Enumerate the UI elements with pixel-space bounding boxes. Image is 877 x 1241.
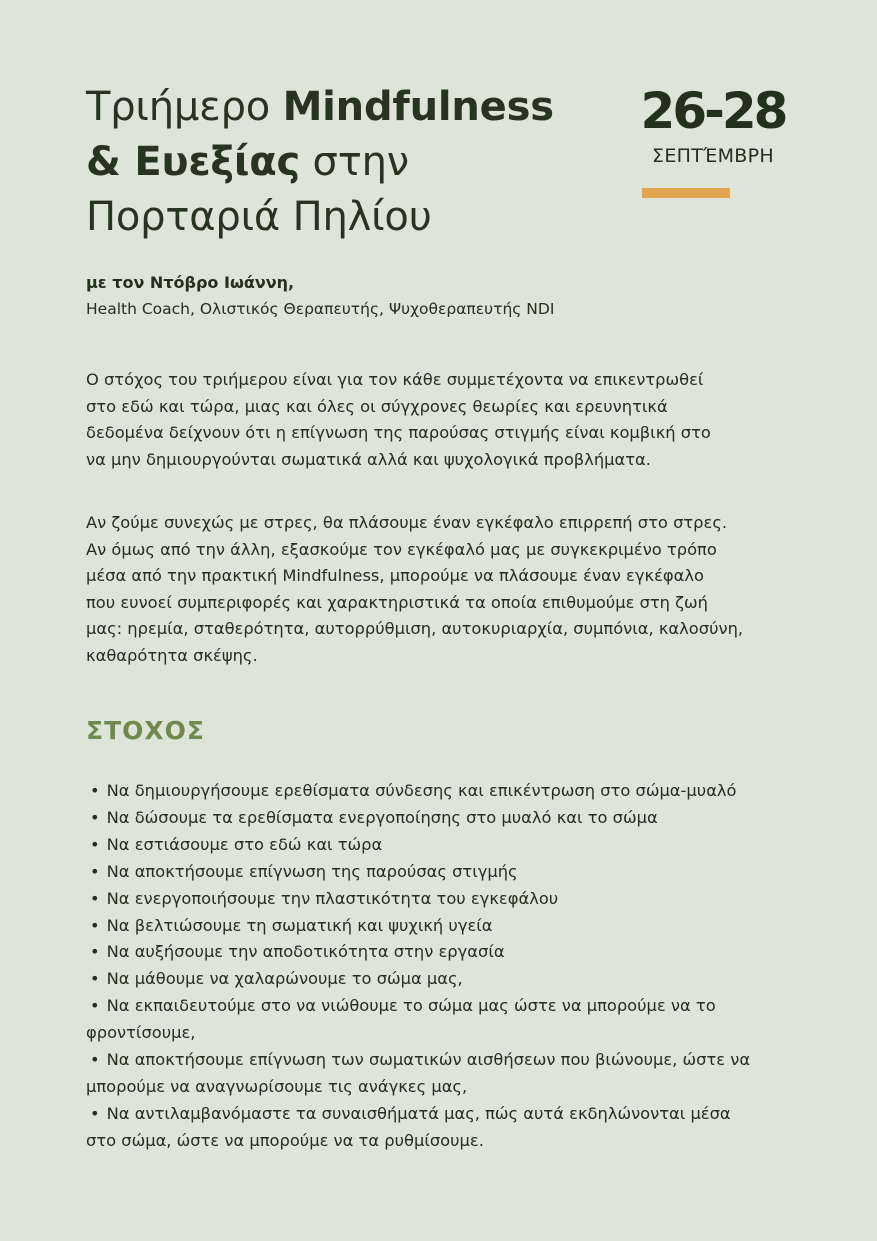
goal-item: [86, 913, 798, 940]
paragraph-line: που ευνοεί συμπεριφορές και χαρακτηριστικά τα οποία επιθυμούμε στη ζωή: [86, 592, 708, 612]
author-name: με τον Ντόβρο Ιωάννη,: [86, 273, 295, 292]
author-block: [86, 270, 786, 322]
title-part: Πορταριά Πηλίου: [86, 194, 432, 240]
bullet-icon: •: [90, 1103, 100, 1123]
bullet-icon: •: [90, 834, 100, 854]
paragraph-line: Αν όμως από την άλλη, εξασκούμε τον εγκέφαλό μας με συγκεκριμένο τρόπο: [86, 539, 717, 559]
intro-paragraph-1: [86, 367, 796, 473]
goal-text: μπορούμε να αναγνωρίσουμε τις ανάγκες μας,: [86, 1076, 468, 1096]
title-part: & Ευεξίας: [86, 139, 301, 185]
bullet-icon: •: [90, 942, 100, 962]
goal-item: [86, 859, 798, 886]
date-block: [640, 82, 786, 168]
goal-text: Να αποκτήσουμε επίγνωση των σωματικών αισθήσεων που βιώνουμε, ώστε να: [106, 1050, 751, 1070]
intro-paragraph-2: [86, 510, 796, 670]
bullet-icon: •: [90, 1050, 100, 1070]
date-range: 26-28: [640, 82, 786, 140]
event-title: [86, 80, 626, 245]
goal-text: Να εκπαιδευτούμε στο να νιώθουμε το σώμα μας ώστε να μπορούμε να το: [106, 996, 716, 1016]
title-part: στην: [300, 139, 409, 185]
bullet-icon: •: [90, 807, 100, 827]
title-part: Mindfulness: [282, 84, 554, 130]
goal-item: [86, 805, 798, 832]
goal-item: [86, 993, 798, 1020]
goal-item: [86, 966, 798, 993]
paragraph-line: στο εδώ και τώρα, μιας και όλες οι σύγχρονες θεωρίες και ερευνητικά: [86, 396, 668, 416]
paragraph-line: Ο στόχος του τριήμερου είναι για τον κάθε συμμετέχοντα να επικεντρωθεί: [86, 370, 704, 389]
bullet-icon: •: [90, 888, 100, 908]
goal-item-continuation: [86, 1128, 798, 1155]
title-part: Τριήμερο: [86, 84, 283, 130]
paragraph-line: δεδομένα δείχνουν ότι η επίγνωση της παρούσας στιγμής είναι κομβική στο: [86, 423, 711, 443]
author-role: Health Coach, Ολιστικός Θεραπευτής, Ψυχοθεραπευτής NDI: [86, 300, 555, 318]
bullet-icon: •: [90, 861, 100, 881]
bullet-icon: •: [90, 781, 100, 800]
goal-item: [86, 1101, 798, 1128]
goal-item: [86, 939, 798, 966]
goal-item: [86, 778, 798, 805]
bullet-icon: •: [90, 969, 100, 989]
bullet-icon: •: [90, 915, 100, 935]
goal-text: Να αντιλαμβανόμαστε τα συναισθήματά μας, πώς αυτά εκδηλώνονται μέσα: [106, 1103, 731, 1123]
goal-text: Να αυξήσουμε την αποδοτικότητα στην εργασία: [106, 942, 505, 962]
date-month: ΣΕΠΤΈΜΒΡΗ: [652, 145, 774, 167]
paragraph-line: μας: ηρεμία, σταθερότητα, αυτορρύθμιση, αυτοκυριαρχία, συμπόνια, καλοσύνη,: [86, 619, 744, 639]
goal-item-continuation: [86, 1020, 798, 1047]
goal-item: [86, 1047, 798, 1074]
goal-text: Να αποκτήσουμε επίγνωση της παρούσας στιγμής: [106, 861, 518, 881]
paragraph-line: Αν ζούμε συνεχώς με στρες, θα πλάσουμε έναν εγκέφαλο επιρρεπή στο στρες.: [86, 513, 728, 532]
goal-text: Να δώσουμε τα ερεθίσματα ενεργοποίησης στο μυαλό και το σώμα: [106, 807, 658, 827]
paragraph-line: μέσα από την πρακτική Mindfulness, μπορούμε να πλάσουμε έναν εγκέφαλο: [86, 566, 704, 586]
goal-text: Να δημιουργήσουμε ερεθίσματα σύνδεσης και επικέντρωση στο σώμα-μυαλό: [106, 781, 737, 800]
paragraph-line: να μην δημιουργούνται σωματικά αλλά και ψυχολογικά προβλήματα.: [86, 449, 651, 469]
goal-text: στο σώμα, ώστε να μπορούμε να τα ρυθμίσουμε.: [86, 1130, 484, 1150]
goal-text: Να βελτιώσουμε τη σωματική και ψυχική υγεία: [106, 915, 493, 935]
goal-item-continuation: [86, 1074, 798, 1101]
goal-text: φροντίσουμε,: [86, 1023, 196, 1043]
goal-text: Να ενεργοποιήσουμε την πλαστικότητα του εγκεφάλου: [106, 888, 559, 908]
paragraph-line: καθαρότητα σκέψης.: [86, 645, 258, 665]
goals-heading: ΣΤΟΧΟΣ: [86, 716, 205, 745]
bullet-icon: •: [90, 996, 100, 1016]
goal-item: [86, 832, 798, 859]
goal-text: Να εστιάσουμε στο εδώ και τώρα: [106, 834, 383, 854]
goal-text: Να μάθουμε να χαλαρώνουμε το σώμα μας,: [106, 969, 463, 989]
accent-bar: [642, 188, 730, 198]
goals-list: [86, 778, 798, 1155]
goal-item: [86, 886, 798, 913]
